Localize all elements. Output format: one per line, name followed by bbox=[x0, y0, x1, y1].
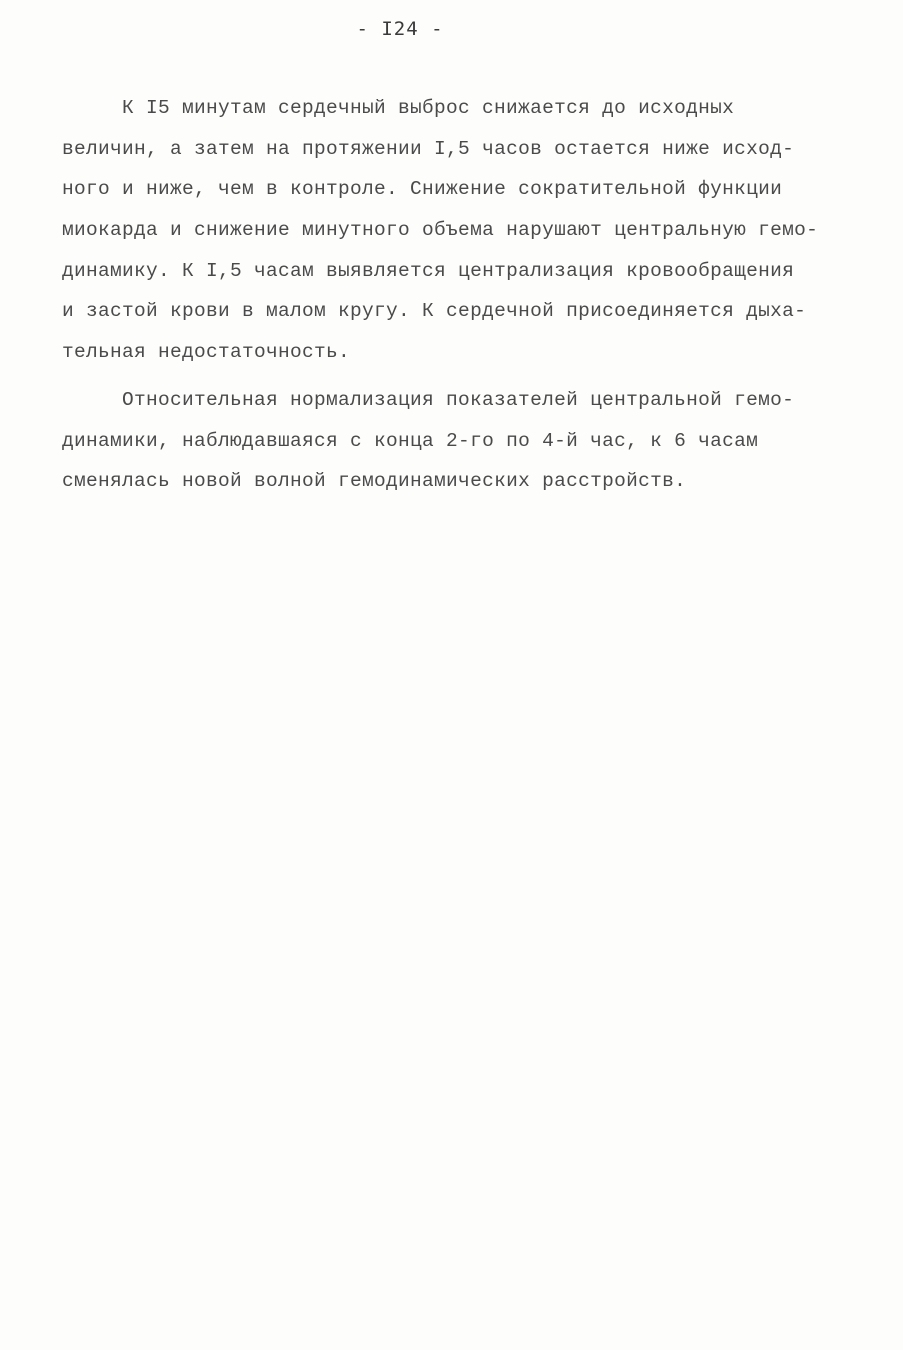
text-line: и застой крови в малом кругу. К сердечной присоединяется дыха- bbox=[62, 300, 807, 323]
text-line: величин, а затем на протяжении I,5 часов остается ниже исход- bbox=[62, 137, 795, 160]
text-line: динамику. К I,5 часам выявляется централизация кровообращения bbox=[62, 259, 795, 282]
text-line: ного и ниже, чем в контроле. Снижение сократительной функции bbox=[62, 178, 783, 201]
paragraph-2 bbox=[62, 380, 852, 502]
paragraph-1 bbox=[62, 88, 852, 373]
text-line: К I5 минутам сердечный выброс снижается до исходных bbox=[122, 97, 735, 119]
text-line: миокарда и снижение минутного объема нарушают центральную гемо- bbox=[62, 219, 819, 242]
text-line: Относительная нормализация показателей центральной гемо- bbox=[122, 389, 795, 411]
page-number: - I24 - bbox=[356, 18, 444, 40]
text-line: динамики, наблюдавшаяся с конца 2-го по 4-й час, к 6 часам bbox=[62, 429, 759, 452]
text-line: тельная недостаточность. bbox=[62, 341, 351, 364]
text-line: сменялась новой волной гемодинамических расстройств. bbox=[62, 470, 687, 493]
